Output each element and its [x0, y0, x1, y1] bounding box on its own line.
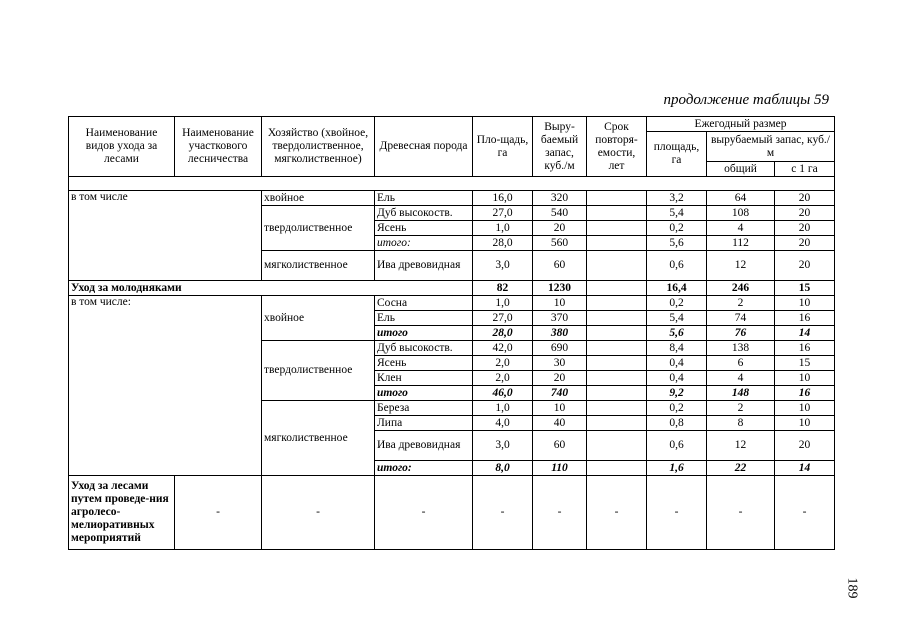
annual-per-ha-cell: 14 [775, 461, 835, 476]
area-cell: 42,0 [473, 341, 533, 356]
annual-per-ha-cell: 10 [775, 416, 835, 431]
annual-per-ha-cell: 16 [775, 386, 835, 401]
repeat-cell [587, 431, 647, 461]
section3-title: Уход за лесами путем проведе-ния агролесо-мелиоративных мероприятий [69, 476, 175, 550]
subtotal-label: итого [375, 326, 473, 341]
repeat-cell [587, 386, 647, 401]
area-cell: 3,0 [473, 251, 533, 281]
header-cut-stock: вырубаемый запас, куб./м [707, 132, 835, 162]
farm-cell: твердолиственное [262, 206, 375, 251]
dash-cell: - [707, 476, 775, 550]
annual-total-cell: 64 [707, 191, 775, 206]
annual-per-ha-cell: 10 [775, 401, 835, 416]
dash-cell: - [262, 476, 375, 550]
dash-cell: - [473, 476, 533, 550]
repeat-cell [587, 356, 647, 371]
dash-cell: - [647, 476, 707, 550]
area-cell: 1,0 [473, 296, 533, 311]
section2-title: Уход за молодняками [69, 281, 473, 296]
stock-cell: 40 [533, 416, 587, 431]
table-row [69, 191, 835, 206]
annual-per-ha-cell: 15 [775, 356, 835, 371]
area-cell: 8,0 [473, 461, 533, 476]
table-caption: продолжение таблицы 59 [663, 92, 829, 108]
annual-area-cell: 0,4 [647, 371, 707, 386]
annual-area-cell: 1,6 [647, 461, 707, 476]
stock-cell: 10 [533, 401, 587, 416]
species-cell: Ива древовидная [375, 251, 473, 281]
annual-total-cell: 8 [707, 416, 775, 431]
species-cell: Дуб высокоств. [375, 206, 473, 221]
annual-total-cell: 148 [707, 386, 775, 401]
stock-cell: 20 [533, 221, 587, 236]
dash-cell: - [533, 476, 587, 550]
area-cell: 1,0 [473, 401, 533, 416]
annual-total-cell: 22 [707, 461, 775, 476]
repeat-cell [587, 251, 647, 281]
dash-cell: - [375, 476, 473, 550]
area-cell: 27,0 [473, 311, 533, 326]
annual-area-cell: 5,6 [647, 326, 707, 341]
header-farm: Хозяйство (хвойное, твердолиственное, мягколиственное) [262, 117, 375, 177]
repeat-cell [587, 401, 647, 416]
annual-total-cell: 6 [707, 356, 775, 371]
annual-per-ha-cell: 20 [775, 236, 835, 251]
section1-label: в том числе [69, 191, 262, 281]
stock-cell: 10 [533, 296, 587, 311]
annual-area-cell: 0,8 [647, 416, 707, 431]
annual-total-cell: 246 [707, 281, 775, 296]
annual-per-ha-cell: 15 [775, 281, 835, 296]
species-cell: Береза [375, 401, 473, 416]
annual-per-ha-cell: 20 [775, 206, 835, 221]
annual-total-cell: 12 [707, 431, 775, 461]
table-row [69, 281, 835, 296]
stock-cell: 320 [533, 191, 587, 206]
empty-row [69, 177, 835, 191]
species-cell: Ясень [375, 221, 473, 236]
annual-total-cell: 108 [707, 206, 775, 221]
farm-cell: мягколиственное [262, 401, 375, 476]
annual-per-ha-cell: 20 [775, 431, 835, 461]
section2-label: в том числе: [69, 296, 262, 476]
annual-area-cell: 8,4 [647, 341, 707, 356]
annual-per-ha-cell: 14 [775, 326, 835, 341]
area-cell: 2,0 [473, 356, 533, 371]
stock-cell: 380 [533, 326, 587, 341]
stock-cell: 30 [533, 356, 587, 371]
annual-per-ha-cell: 16 [775, 311, 835, 326]
annual-total-cell: 74 [707, 311, 775, 326]
subtotal-label: итого: [375, 461, 473, 476]
table-row [69, 296, 835, 311]
stock-cell: 110 [533, 461, 587, 476]
annual-per-ha-cell: 20 [775, 221, 835, 236]
area-cell: 4,0 [473, 416, 533, 431]
header-total: общий [707, 162, 775, 177]
annual-total-cell: 12 [707, 251, 775, 281]
repeat-cell [587, 311, 647, 326]
stock-cell: 540 [533, 206, 587, 221]
repeat-cell [587, 416, 647, 431]
annual-area-cell: 0,2 [647, 401, 707, 416]
header-stock: Выру-баемый запас, куб./м [533, 117, 587, 177]
annual-per-ha-cell: 20 [775, 251, 835, 281]
dash-cell: - [775, 476, 835, 550]
stock-cell: 60 [533, 431, 587, 461]
subtotal-label: итого [375, 386, 473, 401]
annual-area-cell: 16,4 [647, 281, 707, 296]
stock-cell: 20 [533, 371, 587, 386]
stock-cell: 60 [533, 251, 587, 281]
annual-total-cell: 112 [707, 236, 775, 251]
header-species: Древесная порода [375, 117, 473, 177]
species-cell: Дуб высокоств. [375, 341, 473, 356]
area-cell: 2,0 [473, 371, 533, 386]
annual-total-cell: 2 [707, 401, 775, 416]
annual-area-cell: 5,4 [647, 206, 707, 221]
repeat-cell [587, 371, 647, 386]
forest-care-table [68, 116, 835, 550]
stock-cell: 370 [533, 311, 587, 326]
dash-cell: - [175, 476, 262, 550]
area-cell: 16,0 [473, 191, 533, 206]
species-cell: Ель [375, 311, 473, 326]
repeat-cell [587, 341, 647, 356]
area-cell: 3,0 [473, 431, 533, 461]
species-cell: Ясень [375, 356, 473, 371]
annual-area-cell: 0,4 [647, 356, 707, 371]
page-number: 189 [844, 577, 860, 599]
annual-total-cell: 4 [707, 221, 775, 236]
species-cell: Сосна [375, 296, 473, 311]
annual-area-cell: 3,2 [647, 191, 707, 206]
annual-area-cell: 9,2 [647, 386, 707, 401]
annual-total-cell: 4 [707, 371, 775, 386]
farm-cell: хвойное [262, 191, 375, 206]
repeat-cell [587, 461, 647, 476]
header-care-type: Наименование видов ухода за лесами [69, 117, 175, 177]
header-per-ha: с 1 га [775, 162, 835, 177]
stock-cell: 560 [533, 236, 587, 251]
annual-per-ha-cell: 20 [775, 191, 835, 206]
header-repeat: Срок повторя-емости, лет [587, 117, 647, 177]
subtotal-label: итого: [375, 236, 473, 251]
area-cell: 1,0 [473, 221, 533, 236]
annual-area-cell: 0,6 [647, 431, 707, 461]
annual-area-cell: 0,6 [647, 251, 707, 281]
header-area: Пло-щадь, га [473, 117, 533, 177]
header-forestry: Наименование участкового лесничества [175, 117, 262, 177]
area-cell: 28,0 [473, 236, 533, 251]
annual-area-cell: 0,2 [647, 296, 707, 311]
header-annual-area: площадь, га [647, 132, 707, 177]
dash-cell: - [587, 476, 647, 550]
repeat-cell [587, 326, 647, 341]
repeat-cell [587, 206, 647, 221]
header-annual: Ежегодный размер [647, 117, 835, 132]
species-cell: Ива древовидная [375, 431, 473, 461]
area-cell: 27,0 [473, 206, 533, 221]
repeat-cell [587, 296, 647, 311]
annual-per-ha-cell: 10 [775, 296, 835, 311]
repeat-cell [587, 281, 647, 296]
farm-cell: твердолиственное [262, 341, 375, 401]
stock-cell: 740 [533, 386, 587, 401]
farm-cell: мягколиственное [262, 251, 375, 281]
annual-per-ha-cell: 10 [775, 371, 835, 386]
farm-cell: хвойное [262, 296, 375, 341]
area-cell: 28,0 [473, 326, 533, 341]
annual-area-cell: 0,2 [647, 221, 707, 236]
annual-total-cell: 2 [707, 296, 775, 311]
species-cell: Ель [375, 191, 473, 206]
stock-cell: 1230 [533, 281, 587, 296]
annual-area-cell: 5,4 [647, 311, 707, 326]
area-cell: 82 [473, 281, 533, 296]
table-row [69, 476, 835, 550]
species-cell: Липа [375, 416, 473, 431]
annual-total-cell: 138 [707, 341, 775, 356]
stock-cell: 690 [533, 341, 587, 356]
annual-per-ha-cell: 16 [775, 341, 835, 356]
area-cell: 46,0 [473, 386, 533, 401]
species-cell: Клен [375, 371, 473, 386]
repeat-cell [587, 236, 647, 251]
repeat-cell [587, 191, 647, 206]
annual-area-cell: 5,6 [647, 236, 707, 251]
annual-total-cell: 76 [707, 326, 775, 341]
repeat-cell [587, 221, 647, 236]
